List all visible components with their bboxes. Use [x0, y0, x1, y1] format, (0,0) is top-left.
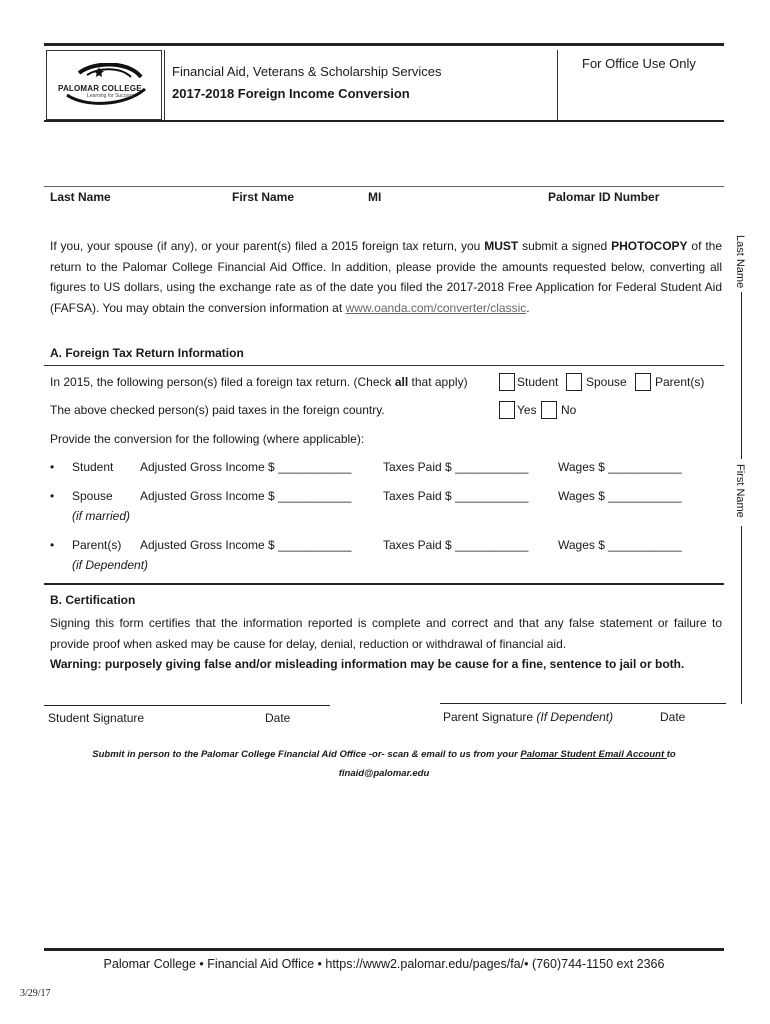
bullet-icon: • [50, 489, 55, 503]
student-option-label: Student [517, 375, 559, 389]
logo-text: PALOMAR COLLEGE [58, 84, 142, 93]
yes-checkbox[interactable] [499, 401, 515, 419]
form-title: 2017-2018 Foreign Income Conversion [172, 86, 410, 101]
no-option-label: No [561, 403, 577, 417]
certification-warning: Warning: purposely giving false and/or misleading information may be cause for a fine, sentence to jail or both. [50, 657, 685, 671]
parents-agi-field[interactable]: Adjusted Gross Income $ ___________ [140, 538, 352, 552]
spouse-checkbox[interactable] [566, 373, 582, 391]
student-date-label: Date [265, 711, 291, 725]
oanda-link[interactable]: www.oanda.com/converter/classic [345, 300, 527, 315]
intro-text-3: of the return to the Palomar College Financial Aid Office. In addition, please provide the amounts requested below, converting all figures to US dollars, using the exchange rate as of the date you filed the 2017-2018 Free Application for Federal Student Aid (FAFSA). You may obtain the conversion information at [50, 239, 723, 315]
header-divider-left [164, 50, 165, 120]
footer-rule [44, 948, 724, 951]
no-checkbox[interactable] [541, 401, 557, 419]
intro-text-4: . [526, 300, 530, 315]
student-taxes-field[interactable]: Taxes Paid $ ___________ [383, 460, 529, 474]
student-agi-field[interactable]: Adjusted Gross Income $ ___________ [140, 460, 352, 474]
parent-date-label: Date [660, 710, 686, 724]
row-parents-label: Parent(s) [72, 538, 122, 552]
row-student-label: Student [72, 460, 114, 474]
bullet-icon: • [50, 460, 55, 474]
side-first-name: First Name [734, 464, 746, 518]
intro-text-2: submit a signed [518, 239, 612, 253]
parents-taxes-field[interactable]: Taxes Paid $ ___________ [383, 538, 529, 552]
student-email-account: Palomar Student Email Account [520, 749, 667, 760]
conversion-instruction: Provide the conversion for the following (where applicable): [50, 432, 365, 446]
section-a-rule [44, 365, 724, 366]
intro-paragraph [50, 236, 722, 318]
side-last-name: Last Name [734, 235, 746, 289]
revision-date: 3/29/17 [20, 988, 51, 999]
header-bottom-rule [44, 120, 724, 122]
bullet-icon: • [50, 538, 55, 552]
student-signature-label: Student Signature [48, 711, 145, 725]
mi-label: MI [368, 190, 382, 204]
finaid-email[interactable]: finaid@palomar.edu [338, 768, 430, 779]
last-name-label: Last Name [50, 190, 111, 204]
filed-question: In 2015, the following person(s) filed a foreign tax return. (Check all that apply) [50, 375, 468, 389]
footer-text: Palomar College • Financial Aid Office • https://www2.palomar.edu/pages/fa/• (760)744-1150 ext 2366 [103, 957, 665, 971]
office-use-label: For Office Use Only [582, 56, 696, 71]
spouse-agi-field[interactable]: Adjusted Gross Income $ ___________ [140, 489, 352, 503]
parents-checkbox[interactable] [635, 373, 651, 391]
side-last-name-line [741, 292, 742, 459]
row-parents-note: (if Dependent) [72, 558, 149, 572]
parent-signature-label: Parent Signature (If Dependent) [443, 710, 614, 724]
department-name: Financial Aid, Veterans & Scholarship Services [172, 64, 442, 79]
section-b-title: B. Certification [50, 593, 136, 607]
student-checkbox[interactable] [499, 373, 515, 391]
parents-wages-field[interactable]: Wages $ ___________ [558, 538, 682, 552]
row-spouse-label: Spouse [72, 489, 113, 503]
logo-tagline: Learning for Success [87, 93, 134, 99]
spouse-wages-field[interactable]: Wages $ ___________ [558, 489, 682, 503]
section-a-bottom-rule [44, 583, 724, 585]
first-name-label: First Name [232, 190, 295, 204]
header-divider-right [557, 50, 558, 120]
taxes-paid-question: The above checked person(s) paid taxes in the foreign country. [50, 403, 385, 417]
yes-option-label: Yes [517, 403, 537, 417]
submit-instructions: Submit in person to the Palomar College Financial Aid Office -or- scan & email to us from your Palomar Student Email Account to finaid@palomar.edu [92, 749, 676, 779]
side-first-name-line [741, 526, 742, 704]
student-wages-field[interactable]: Wages $ ___________ [558, 460, 682, 474]
intro-must: MUST [484, 239, 519, 253]
certification-text: Signing this form certifies that the information reported is complete and correct and that any false statement or failure to provide proof when asked may be cause for delay, denial, reduction or withdrawal of financial aid. [50, 616, 722, 651]
palomar-id-label: Palomar ID Number [548, 190, 660, 204]
spouse-option-label: Spouse [586, 375, 627, 389]
intro-text-1: If you, your spouse (if any), or your parent(s) filed a 2015 foreign tax return, you [50, 239, 485, 253]
parents-option-label: Parent(s) [655, 375, 705, 389]
spouse-taxes-field[interactable]: Taxes Paid $ ___________ [383, 489, 529, 503]
row-spouse-note: (if married) [72, 509, 131, 523]
parent-signature-line [440, 703, 726, 704]
student-signature-line [44, 705, 330, 706]
section-a-title: A. Foreign Tax Return Information [50, 346, 244, 360]
intro-photocopy: PHOTOCOPY [611, 239, 688, 253]
id-fields-rule [44, 186, 724, 187]
logo-box [46, 50, 162, 120]
header-top-rule [44, 43, 724, 46]
